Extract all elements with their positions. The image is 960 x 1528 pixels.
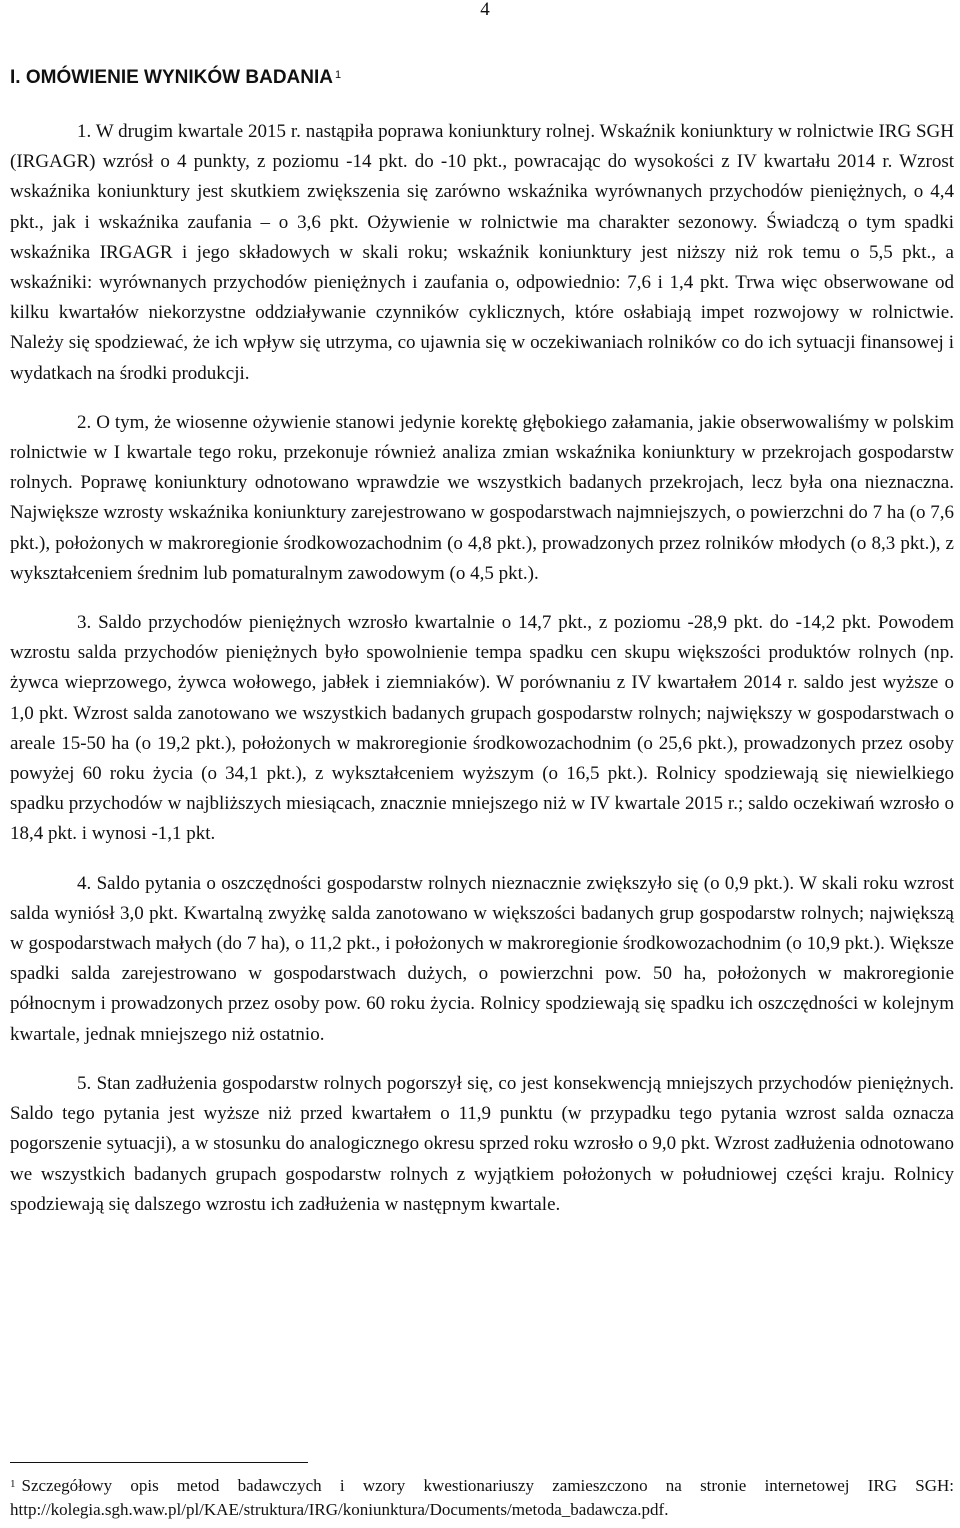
section-heading — [10, 66, 341, 90]
footnote — [10, 1474, 954, 1522]
paragraph-3: 3. Saldo przychodów pieniężnych wzrosło kwartalnie o 14,7 pkt., z poziomu -28,9 pkt. do -14,2 pkt. Powodem wzrostu salda przychodów pieniężnych było spowolnienie tempa spadku cen skupu większości produktów rolnych (np. żywca wieprzowego, żywca wołowego, jabłek i ziemniaków). W porównaniu z IV kwartałem 2014 r. saldo jest wyższe o 1,0 pkt. Wzrost salda zanotowano we wszystkich badanych grupach gospodarstw rolnych; największy w gospodarstwach o areale 15-50 ha (o 19,2 pkt.), położonych w makroregionie środkowozachodnim (o 25,6 pkt.), prowadzonych przez osoby powyżej 60 roku życia (o 34,1 pkt.), z wykształceniem wyższym (o 16,5 pkt.). Rolnicy spodziewają się niewielkiego spadku przychodów w najbliższych miesiącach, znacznie mniejszego niż w IV kwartale 2015 r.; saldo oczekiwań wzrosło o 18,4 pkt. i wynosi -1,1 pkt. — [10, 612, 954, 845]
paragraph-2: 2. O tym, że wiosenne ożywienie stanowi jedynie korektę głębokiego załamania, jakie obserwowaliśmy w polskim rolnictwie w I kwartale tego roku, przekonuje również analiza zmian wskaźnika koniunktury w przekrojach gospodarstw rolnych. Poprawę koniunktury odnotowano wprawdzie we wszystkich badanych przekrojach, lecz była ona nieznaczna. Największe wzrosty wskaźnika koniunktury zarejestrowano w gospodarstwach najmniejszych, o powierzchni do 7 ha (o 7,6 pkt.), położonych w makroregionie środkowozachodnim (o 4,8 pkt.), prowadzonych przez rolników młodych (o 8,3 pkt.), z wykształceniem średnim lub pomaturalnym zawodowym (o 4,5 pkt.). — [10, 411, 954, 584]
paragraph-1: 1. W drugim kwartale 2015 r. nastąpiła poprawa koniunktury rolnej. Wskaźnik koniunktury w rolnictwie IRG SGH (IRGAGR) wzrósł o 4 punkty, z poziomu -14 pkt. do -10 pkt., powracając do wysokości z IV kwartału 2014 r. Wzrost wskaźnika koniunktury jest skutkiem zwiększenia się zarówno wskaźnika wyrównanych przychodów pieniężnych, o 4,4 pkt., jak i wskaźnika zaufania – o 3,6 pkt. Ożywienie w rolnictwie ma charakter sezonowy. Świadczą o tym spadki wskaźnika IRGAGR i jego składowych w skali roku; wskaźnik koniunktury jest niższy niż rok temu o 5,5 pkt., a wskaźniki: wyrównanych przychodów pieniężnych i zaufania o, odpowiednio: 7,6 i 1,4 pkt. Trwa więc obserwowane od kilku kwartałów niekorzystne oddziaływanie czynników cyklicznych, które osłabiają impet rozwojowy w rolnictwie. Należy się spodziewać, że ich wpływ się utrzyma, co ujawnia się w oczekiwaniach rolników co do ich sytuacji finansowej i wydatkach na środki produkcji. — [10, 121, 954, 384]
page-number: 4 — [480, 0, 490, 20]
footnote-reference[interactable]: 1 — [334, 69, 342, 81]
section-heading-text: I. OMÓWIENIE WYNIKÓW BADANIA — [10, 67, 333, 88]
footnote-divider — [10, 1462, 308, 1463]
report-body — [10, 117, 954, 1220]
footnote-text: Szczegółowy opis metod badawczych i wzory kwestionariuszy zamieszczono na stronie internetowej IRG SGH: http://kolegia.sgh.waw.pl/pl/KAE/struktura/IRG/koniunktura/Documents/metoda_badawcza.pdf. — [10, 1476, 954, 1519]
paragraph-5: 5. Stan zadłużenia gospodarstw rolnych pogorszył się, co jest konsekwencją mniejszych przychodów pieniężnych. Saldo tego pytania jest wyższe niż przed kwartałem o 11,9 punktu (w przypadku tego pytania wzrost salda oznacza pogorszenie sytuacji), a w stosunku do analogicznego okresu sprzed roku wzrosło o 9,0 pkt. Wzrost zadłużenia odnotowano we wszystkich badanych grupach gospodarstw rolnych z wyjątkiem położonych w południowej części kraju. Rolnicy spodziewają się dalszego wzrostu ich zadłużenia w następnym kwartale. — [10, 1072, 954, 1215]
paragraph-4: 4. Saldo pytania o oszczędności gospodarstw rolnych nieznacznie zwiększyło się (o 0,9 pkt.). W skali roku wzrost salda wyniósł 3,0 pkt. Kwartalną zwyżkę salda zanotowano w większości badanych grup gospodarstw rolnych; największą w gospodarstwach małych (do 7 ha), o 11,2 pkt., i położonych w makroregionie środkowozachodnim (o 10,9 pkt.). Większe spadki salda zarejestrowano w gospodarstwach dużych, o powierzchni pow. 50 ha, położonych w makroregionie północnym i prowadzonych przez osoby pow. 60 roku życia. Rolnicy spodziewają się spadku ich oszczędności w kolejnym kwartale, jednak mniejszego niż ostatnio. — [10, 872, 954, 1045]
footnote-marker: 1 — [10, 1478, 16, 1490]
